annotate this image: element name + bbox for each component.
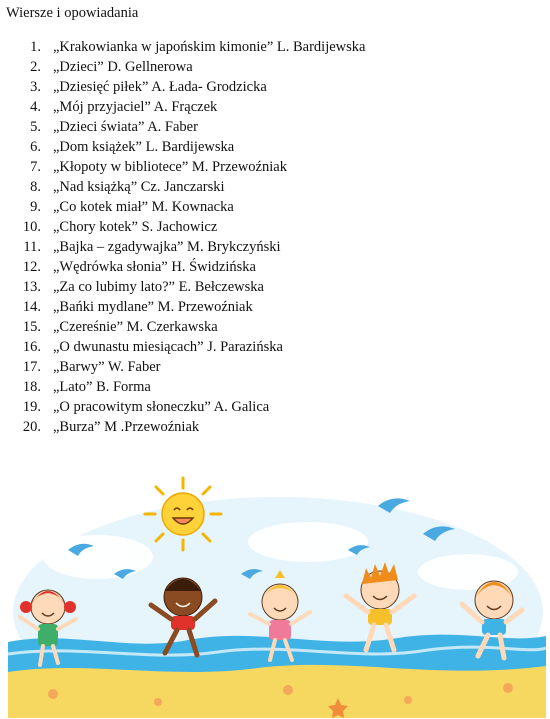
list-item-title: „Nad książką” Cz. Janczarski <box>53 179 225 195</box>
list-item-title: „Mój przyjaciel” A. Frączek <box>53 99 218 115</box>
list-item-title: „O dwunastu miesiącach” J. Parazińska <box>53 339 283 355</box>
list-item-number: 15. <box>22 319 41 335</box>
list-item-title: „Kłopoty w bibliotece” M. Przewoźniak <box>53 159 287 175</box>
list-item-number: 4. <box>30 99 41 115</box>
list-item-number: 12. <box>22 259 41 275</box>
list-item-number: 11. <box>23 239 41 255</box>
list-item-title: „Czereśnie” M. Czerkawska <box>53 319 218 335</box>
list-item-title: „Co kotek miał” M. Kownacka <box>53 199 234 215</box>
list-item-number: 5. <box>30 119 41 135</box>
list-item-number: 10. <box>22 219 41 235</box>
list-item-number: 9. <box>30 199 41 215</box>
list-item-number: 6. <box>30 139 41 155</box>
list-item-title: „Lato” B. Forma <box>53 379 151 395</box>
list-item-title: „Za co lubimy lato?” E. Bełczewska <box>53 279 264 295</box>
list-item-title: „Dzieci” D. Gellnerowa <box>53 59 193 75</box>
page-title: Wiersze i opowiadania <box>6 5 139 21</box>
list-item-number: 2. <box>30 59 41 75</box>
list-item-number: 7. <box>30 159 41 175</box>
summer-kids-illustration <box>8 462 546 718</box>
list-item-title: „Wędrówka słonia” H. Świdzińska <box>53 259 256 275</box>
list-item-number: 14. <box>22 299 41 315</box>
sand <box>8 665 546 718</box>
list-item-number: 17. <box>22 359 41 375</box>
list-item-number: 19. <box>22 399 41 415</box>
list-item-number: 20. <box>22 419 41 435</box>
list-item-title: „Bańki mydlane” M. Przewoźniak <box>53 299 253 315</box>
list-item-title: „Krakowianka w japońskim kimonie” L. Bardijewska <box>53 39 366 55</box>
list-item-title: „Chory kotek” S. Jachowicz <box>53 219 218 235</box>
list-item-title: „Burza” M .Przewoźniak <box>53 419 200 435</box>
list-item-title: „Dzieci świata” A. Faber <box>53 119 198 135</box>
list-item-title: „Dziesięć piłek” A. Łada- Grodzicka <box>53 79 267 95</box>
list-item-title: „Dom książek” L. Bardijewska <box>53 139 235 155</box>
sun-icon <box>145 478 221 550</box>
list-item-number: 13. <box>22 279 41 295</box>
list-item-number: 3. <box>30 79 41 95</box>
list-item-number: 8. <box>30 179 41 195</box>
list-item-title: „O pracowitym słoneczku” A. Galica <box>53 399 270 415</box>
list-item-title: „Barwy” W. Faber <box>53 359 161 375</box>
list-item-title: „Bajka – zgadywajka” M. Brykczyński <box>53 239 281 255</box>
list-item-number: 1. <box>30 39 41 55</box>
list-item-number: 18. <box>22 379 41 395</box>
list-item-number: 16. <box>22 339 41 355</box>
